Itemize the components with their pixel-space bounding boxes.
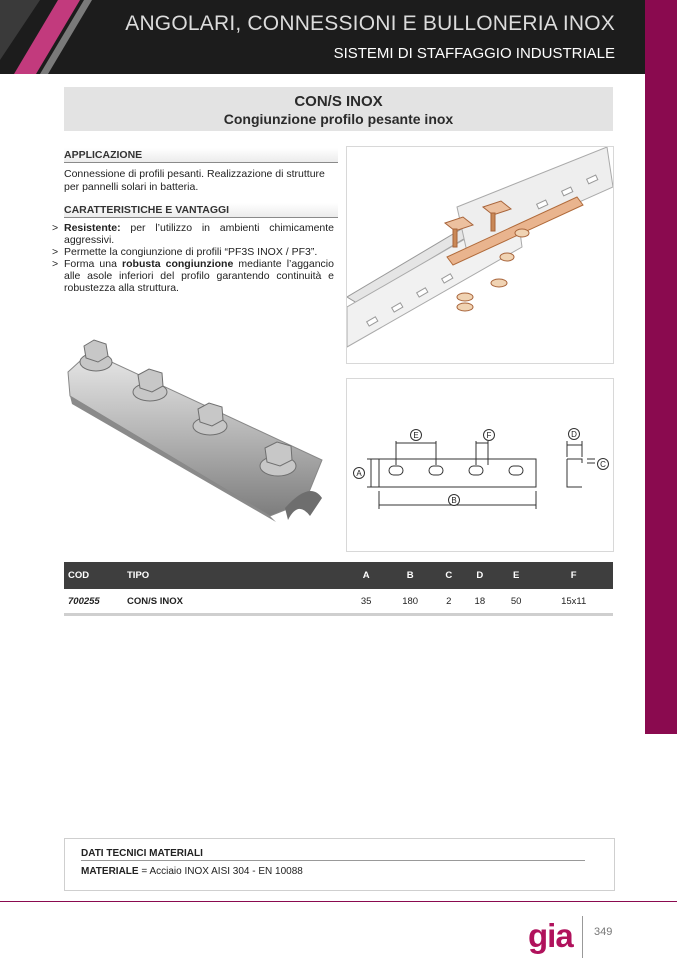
svg-text:A: A [356, 469, 362, 478]
features-list [52, 222, 334, 294]
table-row [64, 589, 613, 615]
slot [509, 466, 523, 475]
col-e: E [498, 562, 534, 589]
col-d: D [462, 562, 498, 589]
dimension-label-d [569, 429, 580, 440]
footer-line [0, 901, 677, 902]
col-cod: COD [64, 562, 123, 589]
dimension-label-a [354, 468, 365, 479]
col-f: F [534, 562, 613, 589]
assembly-illustration [347, 147, 613, 363]
materials-heading: DATI TECNICI MATERIALI [81, 848, 585, 861]
product-photo [60, 330, 340, 530]
cell-b: 180 [384, 589, 436, 615]
table-header-row [64, 562, 613, 589]
gia-logo: gia [528, 917, 573, 954]
sidebar-top [645, 0, 677, 74]
svg-text:D: D [571, 430, 577, 439]
technical-drawing-box [346, 378, 614, 552]
cell-a: 35 [348, 589, 384, 615]
product-name: CON/S INOX [294, 93, 383, 110]
page-number: 349 [594, 926, 613, 938]
dimension-label-e [411, 430, 422, 441]
cell-tipo: CON/S INOX [123, 589, 348, 615]
product-title-box [64, 87, 613, 131]
col-c: C [436, 562, 462, 589]
header-decoration [0, 0, 110, 74]
col-a: A [348, 562, 384, 589]
spec-table [64, 562, 613, 616]
col-b: B [384, 562, 436, 589]
features-heading: CARATTERISTICHE E VANTAGGI [64, 203, 338, 218]
svg-text:E: E [413, 431, 419, 440]
technical-drawing [347, 379, 613, 551]
slot [429, 466, 443, 475]
assembly-illustration-box [346, 146, 614, 364]
cell-cod: 700255 [64, 589, 123, 615]
side-color-tab [645, 74, 677, 734]
page-header [0, 0, 677, 74]
feature-item: > Permette la congiunzione di profili “PF3S INOX / PF3”. [52, 246, 318, 258]
dimension-label-b [449, 495, 460, 506]
slot [389, 466, 403, 475]
cell-e: 50 [498, 589, 534, 615]
feature-item: > Resistente: per l’utilizzo in ambienti chimicamente aggressivi. [52, 222, 334, 246]
dimension-label-f [484, 430, 495, 441]
application-text: Connessione di profili pesanti. Realizzazione di strutture per pannelli solari in batteria. [64, 168, 325, 193]
dimension-label-c [598, 459, 609, 470]
svg-text:C: C [600, 460, 606, 469]
cell-d: 18 [462, 589, 498, 615]
svg-text:B: B [451, 496, 457, 505]
slot [469, 466, 483, 475]
application-heading: APPLICAZIONE [64, 148, 338, 163]
svg-text:F: F [486, 431, 492, 440]
profile-section [567, 459, 582, 487]
product-description: Congiunzione profilo pesante inox [223, 111, 454, 127]
logo-separator [582, 916, 583, 958]
cell-c: 2 [436, 589, 462, 615]
category-title: ANGOLARI, CONNESSIONI E BULLONERIA INOX [125, 12, 615, 35]
materials-box [64, 838, 615, 891]
cell-f: 15x11 [534, 589, 613, 615]
col-tipo: TIPO [123, 562, 348, 589]
materials-text: MATERIALE = Acciaio INOX AISI 304 - EN 10088 [81, 866, 303, 877]
category-subtitle: SISTEMI DI STAFFAGGIO INDUSTRIALE [333, 45, 615, 62]
feature-item: > Forma una robusta congiunzione mediante l’aggancio alle asole inferiori del profilo garantendo continuità e robustezza alla struttura. [52, 258, 334, 294]
